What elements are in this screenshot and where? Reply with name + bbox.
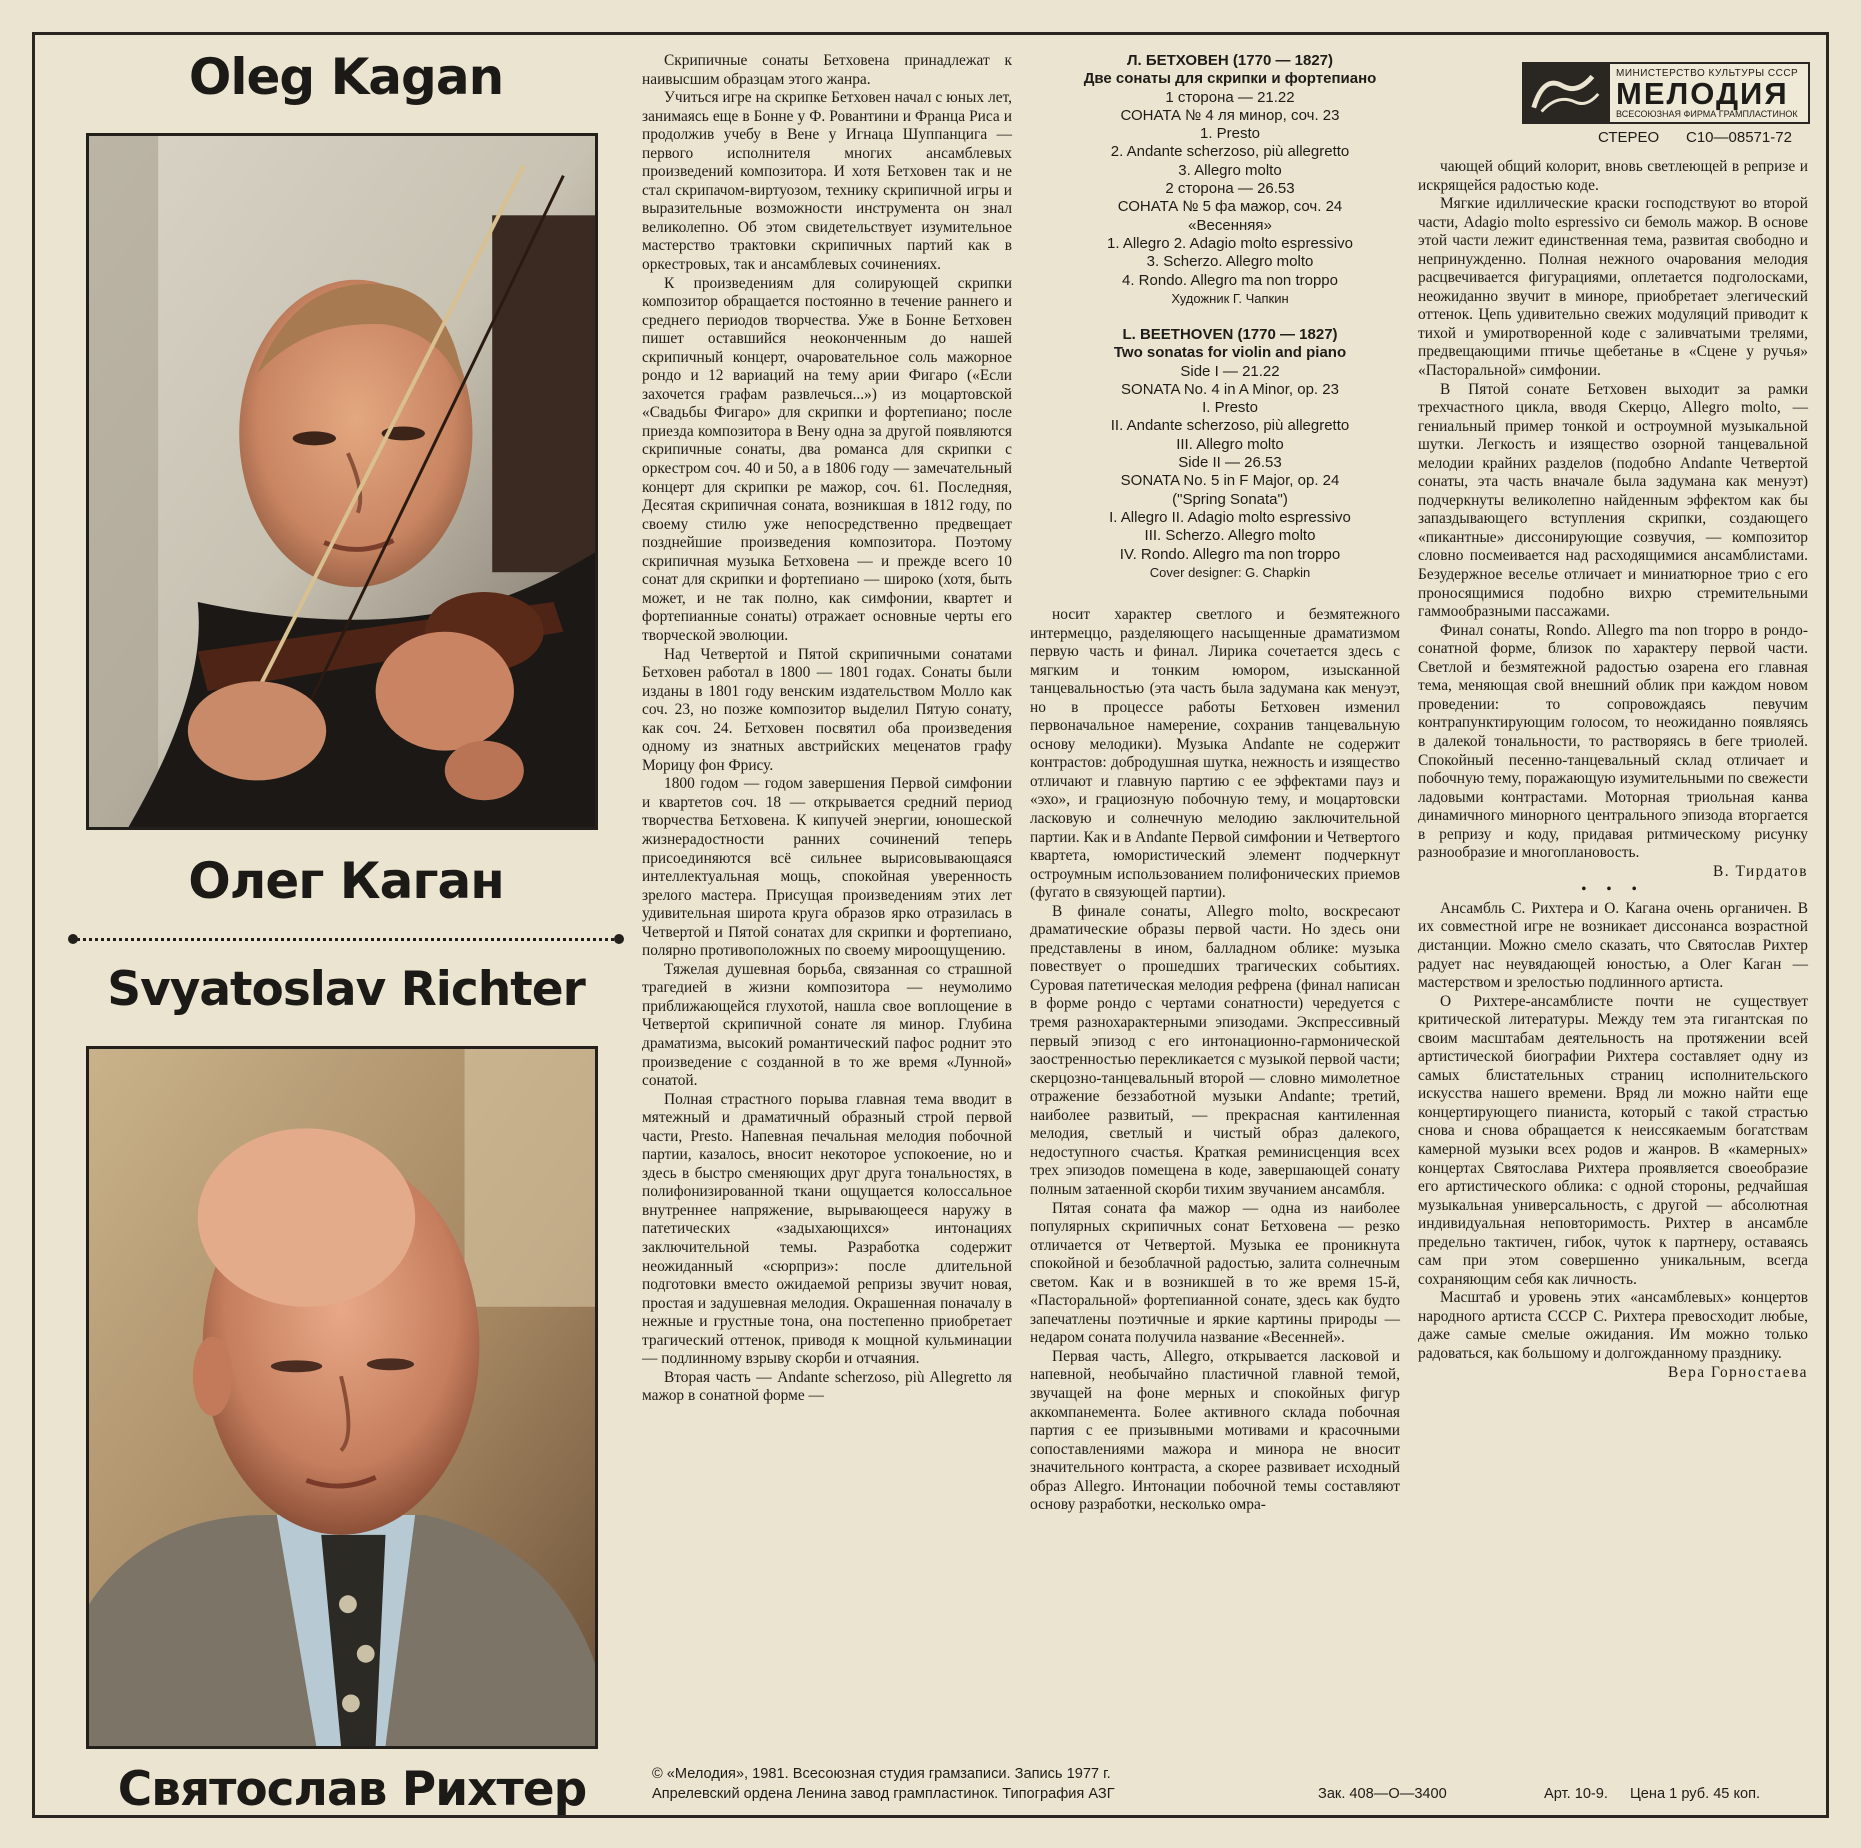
order-number: Зак. 408—О—3400 — [1318, 1786, 1447, 1802]
program-line: Художник Г. Чапкин — [1171, 290, 1289, 306]
program-line: Две сонаты для скрипки и фортепиано — [1083, 70, 1377, 88]
program-line: I. Allegro II. Adagio molto espressivo — [1109, 508, 1351, 526]
divider-dot-left — [68, 934, 78, 944]
program-line: L. BEETHOVEN (1770 — 1827) — [1122, 326, 1338, 343]
photo-svyatoslav-richter — [86, 1046, 598, 1749]
paragraph: О Рихтере-ансамблисте почти не существует критической литературы. Между тем эта гигантская по своим масштабам деятельность на протяжении всей артистической биографии Рихтера составляет одну из самых блистательных страниц исполнительского искусства нашего времени. Вряд ли можно найти еще концертирующего пианиста, который с такой страстью снова и снова обращается к неиссякаемым богатствам камерной музыки всех родов и жанров. В «камерных» концертах Святослава Рихтера проявляется своеобразие его артистического облика: с одной стороны, редчайшая музыкальная универсальность, с другой — абсолютная индивидуальная неповторимость. Рихтер в ансамбле предельно тактичен, гибок, чуток к партнеру, оставаясь сам при этом совершенно уникальным, всегда сохраняющим себя как личность. — [1418, 992, 1808, 1288]
paragraph: Первая часть, Allegro, открывается ласковой и напевной, необычайно пластичной главной темой, звучащей на фоне мерных и спокойных фигур аккомпанемента. Более активного склада побочная партия с ее призывными мотивами и красочными сопоставлениями мажора и минора не вносит значительного контраста, а скорее развивает исходный образ Allegro. Интонации побочной темы составляют основу разработки, несколько омра- — [1030, 1347, 1400, 1514]
paragraph: Пятая соната фа мажор — одна из наиболее популярных скрипичных сонат Бетховена — резко отличается от Четвертой. Музыка ее проникнута спокойной и безоблачной радостью, залита солнечным светом. Как и в возникшей в то же время 15-й, «Пасторальной» фортепианной сонате, здесь как будто запечатлены поэтичные и яркие картины природы — недаром соната получила название «Весенней». — [1030, 1199, 1400, 1347]
section-dots: • • • — [1581, 881, 1645, 899]
paragraph: Над Четвертой и Пятой скрипичными сонатами Бетховен работал в 1800 — 1801 годах. Сонаты были изданы в 1801 году венским издательством Молло как соч. 23, но позже композитор выделил Пятую сонату, как соч. 24. Бетховен посвятил оба произведения одному из знатных австрийских меценатов графу Морицу фон Фрису. — [642, 645, 1012, 774]
essay-column-2 — [1030, 606, 1400, 1515]
label-ministry: МИНИСТЕРСТВО КУЛЬТУРЫ СССР — [1616, 68, 1799, 79]
program-line: 2. Andante scherzoso, più allegretto — [1110, 143, 1350, 161]
essay-column-1 — [642, 52, 1012, 1406]
signature-gornostaeva: Вера Горностаева — [1667, 1363, 1808, 1381]
program-line: «Весенняя» — [1188, 216, 1272, 234]
section-divider — [72, 938, 620, 941]
paragraph: Тяжелая душевная борьба, связанная со страшной трагедией в жизни композитора — неумолимо приближающейся глухотой, нашла свое воплощение в Четвертой скрипичной сонате ля минор. Глубина драматизма, высокий романтический пафос роднит это произведение с созданной в то же время «Лунной» сонатой. — [642, 960, 1012, 1090]
program-english — [1020, 326, 1440, 582]
paragraph: В финале сонаты, Allegro molto, воскресают драматические образы первой части. Но здесь они представлены в ином, балладном облике: музыка повествует о прошедших трагических событиях. Суровая патетическая мелодия рефрена (финал написан в форме рондо с чертами сонатности) чередуется с тремя разнохарактерными эпизодами. Экспрессивный первый эпизод с его интонационно-гармонической заостренностью перекликается с музыкой первой части; скерцозно-танцевальный второй — словно мимолетное отражение беззаботной музыки Andante; третий, наиболее развитый, — прекрасная кантиленная мелодия, светлый и чистый образ далекого, недоступного счастья. Краткая реминисценция всех трех эпизодов помещена в коде, завершающей сонату полным затаенной скорби тихим звучанием ансамбля. — [1030, 902, 1400, 1198]
program-russian — [1020, 52, 1440, 308]
program-line: 1. Allegro 2. Adagio molto espressivo — [1107, 234, 1353, 252]
paragraph: К произведениям для солирующей скрипки композитор обращается постоянно в течение раннего и среднего периодов творчества. Уже в Бонне Бетховен пишет оставшийся неоконченным до нашей скрипичный концерт, очаровательное соль мажорное рондо и 12 вариаций на тему арии Фигаро («Если захочется графам развлечься...») из моцартовской «Свадьбы Фигаро» для скрипки и фортепиано; после приезда композитора в Вену одна за другой появляются скрипичные сонаты, два романса для скрипки с оркестром соч. 40 и 50, а в 1806 году — замечательный концерт для скрипки ре мажор, соч. 61. Последняя, Десятая скрипичная соната, возникшая в 1812 году, по своему стилю уже непосредственно предвещает позднейшие произведения композитора. Поэтому скрипичная музыка Бетховена — и прежде всего 10 сонат для скрипки и фортепиано — широко (хотя, быть может, и не так полно, как симфонии, квартет и фортепианные сонаты) отражает основные черты его творческой эволюции. — [642, 274, 1012, 644]
program-line: Cover designer: G. Chapkin — [1149, 564, 1311, 580]
paragraph: Учиться игре на скрипке Бетховен начал с юных лет, занимаясь еще в Бонне у Ф. Ровантини и Франца Риса и продолжив учебу в Вене у Игнаца Шуппанцига — первого исполнителя многих ансамблевых произведений композитора. И хотя Бетховен так и не стал скрипачом-виртуозом, технику скрипичной игры и выразительные возможности инструмента он знал великолепно. Об этом свидетельствует изумительное мастерство трактовки скрипичных партий как в оркестровых, так и ансамблевых сочинениях. — [642, 89, 1012, 274]
paragraph: Мягкие идиллические краски господствуют во второй части, Adagio molto espressivo си бемоль мажор. В основе этой части лежит единственная тема, развитая свободно и непринужденно. Полная нежного очарования мелодия расцвечивается фигурациями, оплетается подголосками, неожиданно звучит в миноре, приобретает элегический оттенок. Цепь удивительно свежих модуляций приводит к тихой и умиротворенной коде с заливчатыми трелями, предвещающими птичье щебетанье в «Сцене у ручья» «Пасторальной» симфонии. — [1418, 195, 1808, 380]
paragraph: В Пятой сонате Бетховен выходит за рамки трехчастного цикла, вводя Скерцо, Allegro molto, — гениальный пример тонкой и остроумной музыкальной шутки. Легкость и изящество озорной танцевальной мелодии крайних разделов (подобно Andante Четвертой сонаты, эта часть вначале была задумана как менуэт) подчеркнуты великолепно найденным эффектом как бы запаздывающего вступления скрипки, создающего «пикантные» диссонирующие созвучия, — композитор словно посмеивается над расходящимися ансамблистами. Безудержное веселье отличает и миниатюрное трио с его проносящимися подобно вихрю стремительными гаммообразными пассажами. — [1418, 380, 1808, 621]
imprint-line-1: © «Мелодия», 1981. Всесоюзная студия грамзаписи. Запись 1977 г. — [652, 1766, 1111, 1782]
program-line: III. Allegro molto — [1176, 435, 1284, 453]
melodiya-logo — [1522, 62, 1810, 124]
paragraph: Ансамбль С. Рихтера и О. Кагана очень органичен. В их совместной игре не возникает диссонанса возрастной дистанции. Можно смело сказать, что Святослав Рихтер радует нас неувядающей юностью, а Олег Каган — мастерством и зрелостью подлинного артиста. — [1418, 899, 1808, 992]
violinist-photo-image — [89, 136, 595, 827]
program-line: 2 сторона — 26.53 — [1165, 180, 1295, 198]
paragraph: Масштаб и уровень этих «ансамблевых» концертов народного артиста СССР С. Рихтера превосходит любые, даже самые смелые ожидания. Им можно только радоваться, как большому и долгожданному празднику. — [1418, 1289, 1808, 1362]
signature-tirdatov: В. Тирдатов — [1713, 862, 1808, 880]
program-line: II. Andante scherzoso, più allegretto — [1110, 417, 1350, 435]
program-line: 1 сторона — 21.22 — [1165, 88, 1295, 106]
artist-name-kagan-latin: Oleg Kagan — [188, 48, 504, 106]
paragraph: 1800 годом — годом завершения Первой симфонии и квартетов соч. 18 — открывается средний период творчества Бетховена. К кипучей энергии, юношеской жизнерадостности ранних сочинений теперь присоединяются всё сильнее вырисовывающаяся интеллектуальная мощь, спокойная уверенность зрелого мастера. Присущая произведениям этих лет удивительная широта круга образов ярко отразилась в Четвертой и Пятой сонатах для скрипки и фортепиано, полярно противоположных по своему мироощущению. — [642, 775, 1012, 960]
paragraph: Финал сонаты, Rondo. Allegro ma non troppo в рондо-сонатной форме, близок по характеру первой части. Светлой и безмятежной радостью озарена его главная тема, меняющая свой внешний облик при каждом новом проведении: то сопровождаясь певучим контрапунктирующим голосом, то неожиданно появляясь в далекой тональности, то растворяясь в беге триолей. Спокойный песенно-танцевальный склад отличает и побочную тему, поражающую изумительными по свежести ладовыми контрастами. Моторная триольная канва динамичного минорного центрального эпизода вторгается в репризу и коду, придавая ритмическому рисунку разнообразие и многоплановость. — [1418, 621, 1808, 862]
program-line: SONATA No. 5 in F Major, op. 24 — [1120, 472, 1340, 490]
photo-oleg-kagan — [86, 133, 598, 830]
program-line: 1. Presto — [1199, 125, 1261, 143]
essay-column-3 — [1418, 158, 1808, 1382]
artist-name-kagan-cyrillic: Олег Каган — [188, 852, 504, 910]
program-line: Side I — 21.22 — [1180, 362, 1280, 380]
program-line: SONATA No. 4 in A Minor, op. 23 — [1121, 380, 1339, 398]
program-line: IV. Rondo. Allegro ma non troppo — [1119, 545, 1341, 563]
article-number: Арт. 10-9. — [1544, 1786, 1608, 1802]
divider-dot-right — [614, 934, 624, 944]
paragraph: Полная страстного порыва главная тема вводит в мятежный и драматичный образный строй первой части, Presto. Напевная печальная мелодия побочной партии, казалось, вносит некоторое успокоение, но и здесь в быстро сменяющих друг друга тональностях, в полифонизированной ткани ощущается колоссальное внутреннее напряжение, вырывающееся наружу в патетических «задыхающихся» интонациях заключительной темы. Разработка содержит неожиданный «сюрприз»: после длительной подготовки вместо ожидаемой репризы звучит новая, простая и задушевная мелодия. Окрашенная поначалу в нежные и грустные тона, она постепенно приобретает трагический оттенок, приводя к мощной кульминации — подлинному взрыву скорби и отчаяния. — [642, 1090, 1012, 1368]
pianist-photo-image — [89, 1049, 595, 1746]
label-firm: ВСЕСОЮЗНАЯ ФИРМА ГРАМПЛАСТИНОК — [1616, 109, 1798, 119]
program-line: СОНАТА № 5 фа мажор, соч. 24 — [1117, 198, 1343, 216]
artist-name-richter-latin: Svyatoslav Richter — [107, 962, 585, 1017]
program-line: 4. Rondo. Allegro ma non troppo — [1122, 271, 1338, 289]
paragraph: чающей общий колорит, вновь светлеющей в репризе и искрящейся радостью коде. — [1418, 158, 1808, 194]
imprint-line-2: Апрелевский ордена Ленина завод грампластинок. Типография АЗГ — [652, 1786, 1115, 1802]
paragraph: Вторая часть — Andante scherzoso, più Allegretto ля мажор в сонатной форме — — [642, 1368, 1012, 1405]
program-line: 3. Scherzo. Allegro molto — [1146, 253, 1314, 271]
program-line: Side II — 26.53 — [1178, 454, 1282, 472]
stereo-mark: СТЕРЕО — [1598, 129, 1660, 146]
program-line: ("Spring Sonata") — [1172, 490, 1288, 508]
program-line: I. Presto — [1202, 399, 1258, 417]
label-name: МЕЛОДИЯ — [1616, 76, 1789, 111]
catalog-number: С10—08571-72 — [1686, 129, 1792, 146]
price: Цена 1 руб. 45 коп. — [1630, 1786, 1761, 1802]
program-line: 3. Allegro molto — [1178, 161, 1282, 179]
program-line: Two sonatas for violin and piano — [1113, 344, 1347, 362]
program-line: СОНАТА № 4 ля минор, соч. 23 — [1120, 106, 1340, 124]
artist-name-richter-cyrillic: Святослав Рихтер — [117, 1762, 587, 1817]
paragraph: Скрипичные сонаты Бетховена принадлежат к наивысшим образцам этого жанра. — [642, 52, 1012, 88]
paragraph: носит характер светлого и безмятежного интермеццо, разделяющего насыщенные драматизмом первую часть и финал. Лирика сочетается здесь с мягким и тонким юмором, изысканной танцевальностью (эта часть была задумана как менуэт, но в процессе работы Бетховен изменил первоначальное намерение, сохранив танцевальную основу мелодики). Музыка Andante не содержит контрастов: добродушная шутка, нежность и изящество отличают и главную партию с ее эффектами пауз и «эхо», и грациозную побочную тему, и моцартовски ласковую и солнечную мелодию заключительной партии. Как и в Andante Первой симфонии и Четвертого квартета, юмористический элемент подчеркнут остроумным использованием полифонических приемов (фугато в связующей партии). — [1030, 606, 1400, 902]
melodiya-emblem-icon — [1524, 64, 1610, 122]
program-line: III. Scherzo. Allegro molto — [1144, 527, 1316, 545]
program-line: Л. БЕТХОВЕН (1770 — 1827) — [1127, 52, 1333, 69]
